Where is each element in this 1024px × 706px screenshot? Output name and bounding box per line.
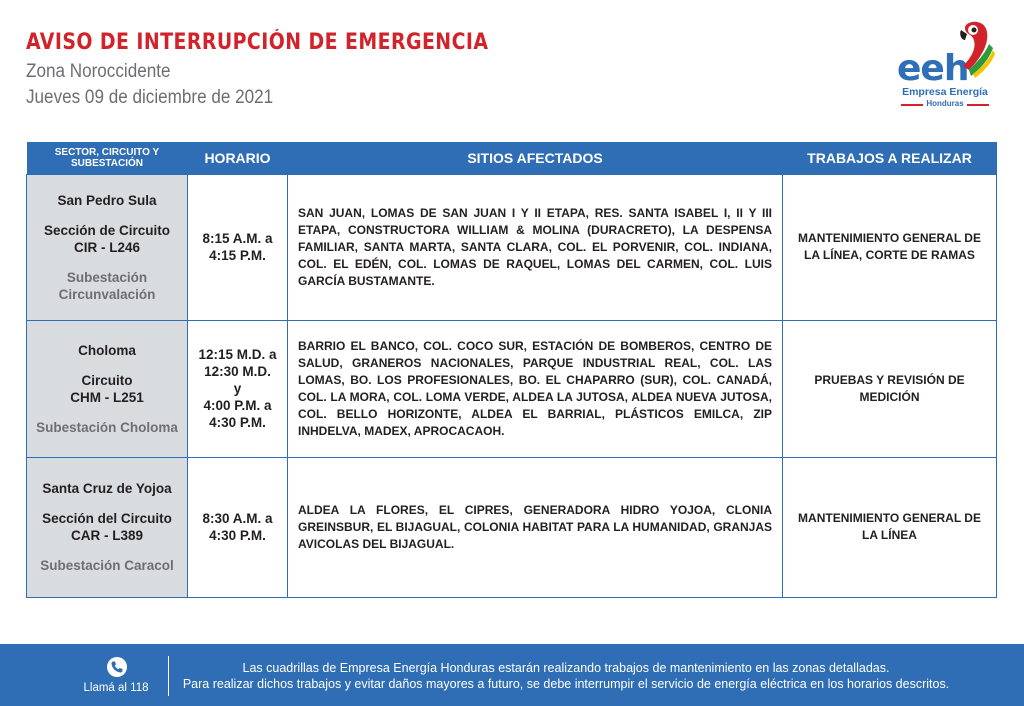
table-row [27,457,997,597]
footer-notice [176,660,956,692]
schedule-start-1: 12:15 M.D. a [198,347,277,362]
schedule-and: y [233,381,242,396]
table-row [27,320,997,457]
footer-divider [168,656,169,696]
table-row [27,174,997,320]
substation-name: Subestación Choloma [36,419,178,435]
header-sites: SITIOS AFECTADOS [288,142,783,174]
sites-cell: ALDEA LA FLORES, EL CIPRES, GENERADORA HIDRO YOJOA, CLONIA GREINSBUR, EL BIJAGUAL, COLONIA HABITAT PARA LA HUMANIDAD, GRANJAS AVICOLAS DEL BIJAGUAL. [288,457,783,597]
logo-abbr: eeh [897,48,969,89]
circuit-code: CAR - L389 [70,528,143,543]
phone-label[interactable]: Llamá al 118 [83,682,149,694]
sector-cell [27,174,188,320]
table-header-row [27,142,997,174]
schedule-end: 4:30 P.M. [209,528,266,543]
work-cell: MANTENIMIENTO GENERAL DE LA LÍNEA, CORTE DE RAMAS [783,174,997,320]
header-work: TRABAJOS A REALIZAR [783,142,997,174]
circuit-code: CIR - L246 [73,239,141,255]
logo-country: Honduras [926,99,964,108]
schedule-end: 4:15 P.M. [209,248,266,263]
schedule-end-2: 4:30 P.M. [209,415,266,430]
schedule-cell [188,457,288,597]
eeh-logo [893,18,1003,113]
date-label: Jueves 09 de diciembre de 2021 [26,87,274,108]
footer-line-2: Para realizar dichos trabajos y evitar daños mayores a futuro, se debe interrumpir el servicio de energía eléctrica en los horarios descritos. [182,677,950,691]
sites-cell: BARRIO EL BANCO, COL. COCO SUR, ESTACIÓN DE BOMBEROS, CENTRO DE SALUD, GRANEROS NACIONALES, PARQUE INDUSTRIAL REAL, COL. LAS LOMAS, BO. LOS PROFESIONALES, BO. EL CHAPARRO (SUR), COL. CANADÁ, COL. LA MORA, COL. LOMA VERDE, ALDEA LA JUTOSA, ALDEA NUEVA JUTOSA, COL. BELLO HORIZONTE, ALDEA EL BARRIAL, PLÁSTICOS EMILCA, ZIP INHDELVA, MADEX, APROCACAOH. [288,320,783,457]
schedule-cell [188,320,288,457]
schedule-start-2: 4:00 P.M. a [203,398,272,413]
schedule-start: 8:15 A.M. a [202,231,273,246]
circuit-label: Sección del Circuito [42,511,172,526]
page-title: AVISO DE INTERRUPCIÓN DE EMERGENCIA [26,30,489,55]
zone-label: Zona Noroccidente [26,61,171,82]
logo-name: Empresa Energía [902,86,988,98]
sector-name: Santa Cruz de Yojoa [42,481,172,496]
footer-banner [0,644,1024,706]
schedule-cell [188,174,288,320]
phone-icon[interactable] [107,657,127,677]
sites-cell: SAN JUAN, LOMAS DE SAN JUAN I Y II ETAPA, RES. SANTA ISABEL I, II Y III ETAPA, CONSTRUCTORA WILLIAM & MOLINA (DURACRETO), LA DESPENSA FAMILIAR, SANTA MARTA, SANTA CLARA, COL. EL PORVENIR, COL. INDIANA, COL. EL EDÉN, COL. LOMAS DE RAQUEL, LOMAS DEL CARMEN, COL. LUIS GARCÍA BUSTAMANTE. [288,174,783,320]
circuit-code: CHM - L251 [70,389,144,405]
header [26,30,564,109]
sector-name: Choloma [78,342,136,358]
work-cell: MANTENIMIENTO GENERAL DE LA LÍNEA [783,457,997,597]
sector-name: San Pedro Sula [57,192,157,208]
sector-cell [27,320,188,457]
work-cell: PRUEBAS Y REVISIÓN DE MEDICIÓN [783,320,997,457]
substation-name: Circunvalación [58,286,156,302]
logo-line-right [967,104,989,106]
substation-name: Subestación Caracol [40,558,174,573]
circuit-label: Sección de Circuito [43,222,171,238]
circuit-label: Circuito [81,372,133,388]
header-schedule: HORARIO [188,142,288,174]
header-sector: SECTOR, CIRCUITO Y SUBESTACIÓN [27,142,188,174]
substation-label: Subestación [66,269,148,285]
footer-line-1: Las cuadrillas de Empresa Energía Honduras estarán realizando trabajos de mantenimiento en las zonas detalladas. [242,661,890,675]
schedule-end-1: 12:30 M.D. [204,364,271,379]
outage-table-wrapper [26,142,996,598]
outage-table [26,142,997,598]
schedule-start: 8:30 A.M. a [202,511,273,526]
sector-cell [27,457,188,597]
parrot-icon [951,18,995,78]
